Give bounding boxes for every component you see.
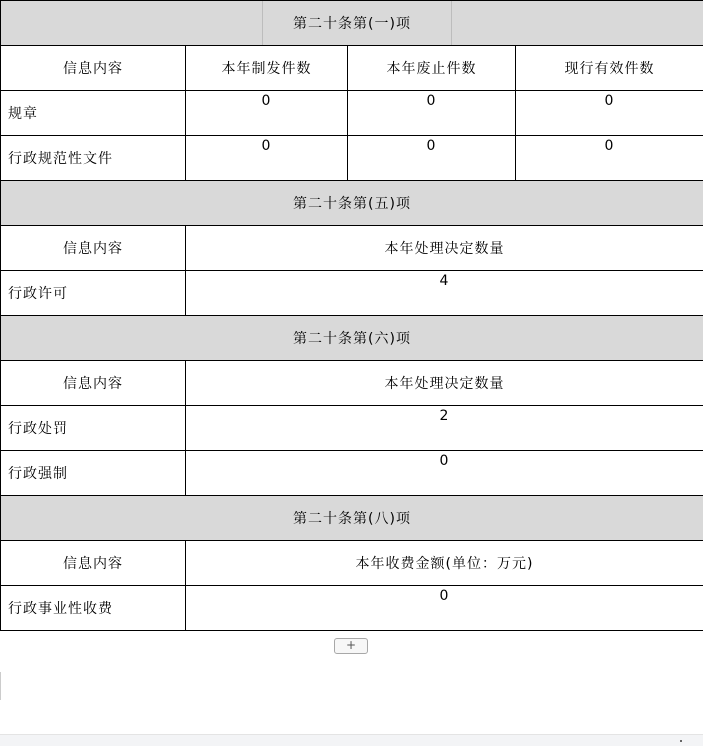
section-title: 第二十条第(一)项 xyxy=(1,1,703,46)
cell-value: 2 xyxy=(186,406,703,451)
status-indicator-dot xyxy=(680,740,682,742)
cell-value: 0 xyxy=(348,136,516,181)
section-header-1 xyxy=(1,1,703,46)
section-title: 第二十条第(八)项 xyxy=(1,496,703,541)
column-header: 本年制发件数 xyxy=(186,46,348,91)
cell-value: 0 xyxy=(186,451,703,496)
table-row xyxy=(1,406,703,451)
cell-value: 0 xyxy=(516,136,703,181)
column-header: 现行有效件数 xyxy=(516,46,703,91)
section-title: 第二十条第(五)项 xyxy=(1,181,703,226)
column-header-row xyxy=(1,361,703,406)
cell-value: 0 xyxy=(186,136,348,181)
table-row xyxy=(1,271,703,316)
column-header: 本年收费金额(单位：万元) xyxy=(186,541,703,586)
cell-value: 0 xyxy=(186,91,348,136)
column-header: 信息内容 xyxy=(1,46,186,91)
table-row xyxy=(1,586,703,631)
row-label: 行政处罚 xyxy=(1,406,186,451)
row-label: 行政规范性文件 xyxy=(1,136,186,181)
section-title: 第二十条第(六)项 xyxy=(1,316,703,361)
table-row xyxy=(1,136,703,181)
row-label: 行政强制 xyxy=(1,451,186,496)
column-header: 本年废止件数 xyxy=(348,46,516,91)
cell-value: 0 xyxy=(348,91,516,136)
column-header: 本年处理决定数量 xyxy=(186,226,703,271)
row-label: 行政事业性收费 xyxy=(1,586,186,631)
column-header-row xyxy=(1,46,703,91)
table-row xyxy=(1,91,703,136)
table-row xyxy=(1,451,703,496)
column-header-row xyxy=(1,226,703,271)
column-header-row xyxy=(1,541,703,586)
row-label: 行政许可 xyxy=(1,271,186,316)
cell-value: 0 xyxy=(516,91,703,136)
column-header: 信息内容 xyxy=(1,226,186,271)
row-label: 规章 xyxy=(1,91,186,136)
column-header: 信息内容 xyxy=(1,541,186,586)
column-header: 本年处理决定数量 xyxy=(186,361,703,406)
section-header-6 xyxy=(1,316,703,361)
status-bar xyxy=(0,734,703,746)
add-row-button[interactable]: + xyxy=(334,638,368,654)
text-cursor-marker xyxy=(0,672,1,700)
section-header-5 xyxy=(1,181,703,226)
column-header: 信息内容 xyxy=(1,361,186,406)
cell-value: 0 xyxy=(186,586,703,631)
section-header-8 xyxy=(1,496,703,541)
cell-value: 4 xyxy=(186,271,703,316)
